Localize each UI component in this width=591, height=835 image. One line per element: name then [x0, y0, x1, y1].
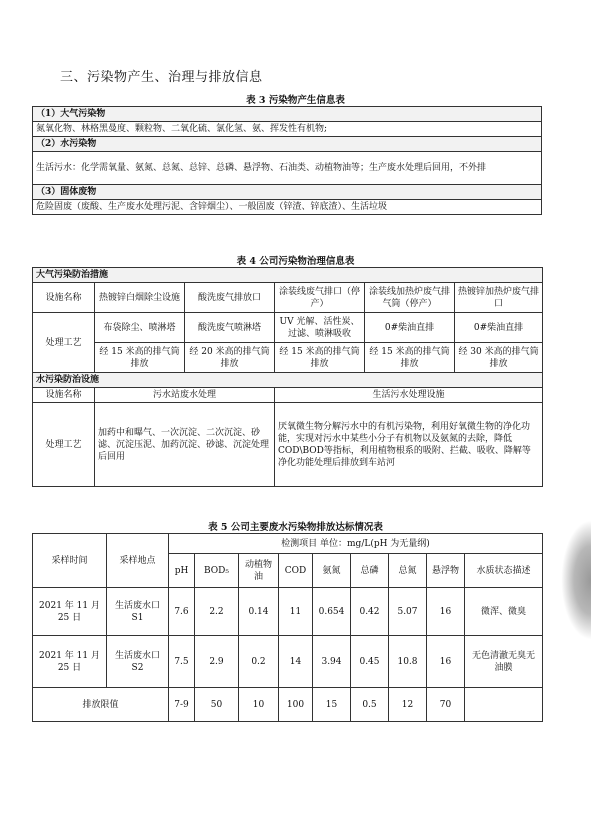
table5-row2-ss: 16 — [427, 636, 465, 688]
table4-process-top-2: 酸洗废气喷淋塔 — [185, 313, 275, 343]
table4-water-facility-label: 设施名称 — [33, 388, 95, 403]
table5-row2-cod: 14 — [279, 636, 313, 688]
table5-limit-label: 排放限值 — [33, 688, 169, 722]
table5-col-place: 采样地点 — [107, 534, 169, 588]
table4-process-label: 处理工艺 — [33, 313, 95, 373]
table5-item-tp: 总磷 — [351, 554, 389, 588]
table5-item-tn: 总氮 — [389, 554, 427, 588]
table5-row2-status: 无色清澈无臭无油膜 — [465, 636, 543, 688]
table5-item-ammonia: 氨氮 — [313, 554, 351, 588]
table3-body-water: 生活污水：化学需氧量、氨氮、总氮、总锌、总磷、悬浮物、石油类、动植物油等；生产废水处理后回用，不外排 — [33, 152, 542, 185]
table5-row1-bod5: 2.2 — [195, 588, 239, 636]
table5-row1-tn: 5.07 — [389, 588, 427, 636]
seal-stamp — [561, 520, 591, 640]
table5-row2-tp: 0.45 — [351, 636, 389, 688]
table5-row1-ammonia: 0.654 — [313, 588, 351, 636]
table4-water-col-1: 污水站废水处理 — [95, 388, 275, 403]
table4-process-bottom-2: 经 20 米高的排气筒排放 — [185, 343, 275, 373]
table5-item-oil: 动植物油 — [239, 554, 279, 588]
table4-process-top-4: 0#柴油直排 — [365, 313, 455, 343]
table5-row2-place: 生活废水口 S2 — [107, 636, 169, 688]
table4-process-bottom-1: 经 15 米高的排气筒排放 — [95, 343, 185, 373]
table4-water-process-1: 加药中和曝气、一次沉淀、二次沉淀、砂滤、沉淀压泥、加药沉淀、砂滤、沉淀处理后回用 — [95, 403, 275, 487]
table4-water-col-2: 生活污水处理设施 — [275, 388, 543, 403]
table5-limit-ammonia: 15 — [313, 688, 351, 722]
table4-facility-4: 涂装线加热炉废气排气筒（停产） — [365, 283, 455, 313]
table5-limit-cod: 100 — [279, 688, 313, 722]
table4-air-header: 大气污染防治措施 — [33, 268, 543, 283]
table5-limit-tn: 12 — [389, 688, 427, 722]
table5-limit-status — [465, 688, 543, 722]
table5-limit-bod5: 50 — [195, 688, 239, 722]
table4-caption: 表 4 公司污染物治理信息表 — [236, 256, 355, 267]
table5-row2-ammonia: 3.94 — [313, 636, 351, 688]
section-title: 三、污染物产生、治理与排放信息 — [60, 70, 263, 85]
table5-detect-header: 检测项目 单位：mg/L(pH 为无量纲) — [169, 534, 543, 554]
table5-item-ph: pH — [169, 554, 195, 588]
table5-limit-oil: 10 — [239, 688, 279, 722]
table4-process-top-1: 布袋除尘、喷淋塔 — [95, 313, 185, 343]
table5-limit-tp: 0.5 — [351, 688, 389, 722]
table5-row2-ph: 7.5 — [169, 636, 195, 688]
table5-col-time: 采样时间 — [33, 534, 107, 588]
table3-head-solid: （3）固体废物 — [33, 185, 542, 200]
table5-row2-time: 2021 年 11 月 25 日 — [33, 636, 107, 688]
table5-row1-ss: 16 — [427, 588, 465, 636]
table3-head-water: （2）水污染物 — [33, 137, 542, 152]
table5-row1-oil: 0.14 — [239, 588, 279, 636]
table3-head-air: （1）大气污染物 — [33, 107, 542, 122]
table5-caption: 表 5 公司主要废水污染物排放达标情况表 — [208, 522, 383, 533]
table4-process-bottom-3: 经 15 米高的排气筒排放 — [275, 343, 365, 373]
table5-item-bod5: BOD₅ — [195, 554, 239, 588]
table4-water-process-2: 厌氧微生物分解污水中的有机污染物，利用好氧微生物的净化功能，实现对污水中某些小分子有机物以及氨氮的去除，降低COD\BOD等指标，利用植物根系的吸附、拦截、吸收、降解等净化功能处理后排放到车站河 — [275, 403, 543, 487]
table4-water-header: 水污染防治设施 — [33, 373, 543, 388]
table5-row2-oil: 0.2 — [239, 636, 279, 688]
table3-body-solid: 危险固废（废酸、生产废水处理污泥、含锌烟尘）、一般固废（锌渣、锌底渣）、生活垃圾 — [33, 200, 542, 215]
table5-row1-cod: 11 — [279, 588, 313, 636]
table4-process-bottom-4: 经 15 米高的排气筒排放 — [365, 343, 455, 373]
table5-row2-bod5: 2.9 — [195, 636, 239, 688]
table5-row1-place: 生活废水口 S1 — [107, 588, 169, 636]
table5-row1-status: 微浑、微臭 — [465, 588, 543, 636]
table5-row2-tn: 10.8 — [389, 636, 427, 688]
table4 — [32, 267, 543, 487]
table4-process-bottom-5: 经 30 米高的排气筒排放 — [455, 343, 543, 373]
table4-facility-label: 设施名称 — [33, 283, 95, 313]
table4-water-process-label: 处理工艺 — [33, 403, 95, 487]
table5-row1-tp: 0.42 — [351, 588, 389, 636]
table4-facility-3: 涂装线废气排口（停产） — [275, 283, 365, 313]
table5-limit-ss: 70 — [427, 688, 465, 722]
table3 — [32, 106, 542, 215]
table4-process-top-3: UV 光解、活性炭、过滤、喷淋吸收 — [275, 313, 365, 343]
table4-facility-5: 热镀锌加热炉废气排口 — [455, 283, 543, 313]
table5-item-status: 水质状态描述 — [465, 554, 543, 588]
table4-facility-2: 酸洗废气排放口 — [185, 283, 275, 313]
table5-limit-ph: 7-9 — [169, 688, 195, 722]
table3-caption: 表 3 污染物产生信息表 — [246, 95, 345, 106]
table5-item-ss: 悬浮物 — [427, 554, 465, 588]
table5 — [32, 533, 543, 722]
table5-row1-time: 2021 年 11 月 25 日 — [33, 588, 107, 636]
table3-body-air: 氮氧化物、林格黑曼度、颗粒物、二氧化硫、氯化氢、氨、挥发性有机物; — [33, 122, 542, 137]
table4-facility-1: 热镀锌白烟除尘设施 — [95, 283, 185, 313]
table5-item-cod: COD — [279, 554, 313, 588]
table5-row1-ph: 7.6 — [169, 588, 195, 636]
table4-process-top-5: 0#柴油直排 — [455, 313, 543, 343]
